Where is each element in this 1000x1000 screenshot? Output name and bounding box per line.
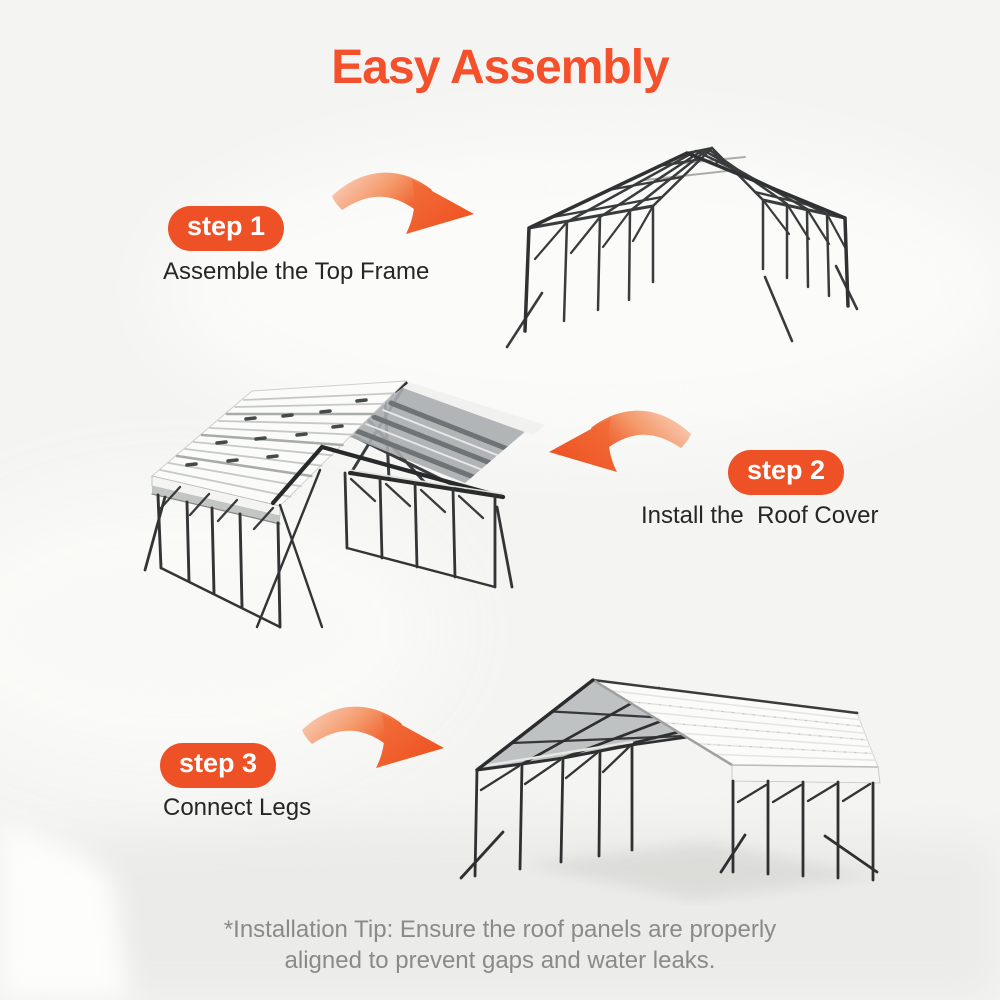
frame-front-truss bbox=[525, 153, 848, 331]
step-2-arrow-icon bbox=[545, 390, 697, 476]
step-2-badge: step 2 bbox=[728, 450, 844, 495]
right-base-rail bbox=[347, 548, 495, 587]
step-1-arrow-icon bbox=[326, 152, 478, 238]
right-eave-band bbox=[732, 765, 880, 783]
step-3-label: Connect Legs bbox=[163, 794, 312, 821]
step-2-label: Install the Roof Cover bbox=[641, 502, 879, 529]
step-2-roof-install-illustration bbox=[125, 375, 545, 660]
tip-line-1: *Installation Tip: Ensure the roof panels are properly bbox=[223, 916, 777, 943]
tip-line-2: aligned to prevent gaps and water leaks. bbox=[284, 947, 716, 974]
step-3-complete-illustration bbox=[445, 650, 905, 905]
right-ground-anchor bbox=[497, 507, 512, 587]
step-3-badge: step 3 bbox=[160, 743, 276, 788]
step-1-badge: step 1 bbox=[168, 206, 284, 251]
step-1-frame-illustration bbox=[495, 135, 910, 380]
ground-shadow bbox=[525, 842, 877, 900]
step-1-label: Assemble the Top Frame bbox=[163, 258, 430, 285]
page-title: Easy Assembly bbox=[331, 41, 669, 94]
installation-tip bbox=[0, 914, 1000, 976]
left-base-rail bbox=[161, 568, 280, 627]
frame-ground-anchors bbox=[507, 266, 857, 347]
step-3-arrow-icon bbox=[296, 686, 448, 772]
